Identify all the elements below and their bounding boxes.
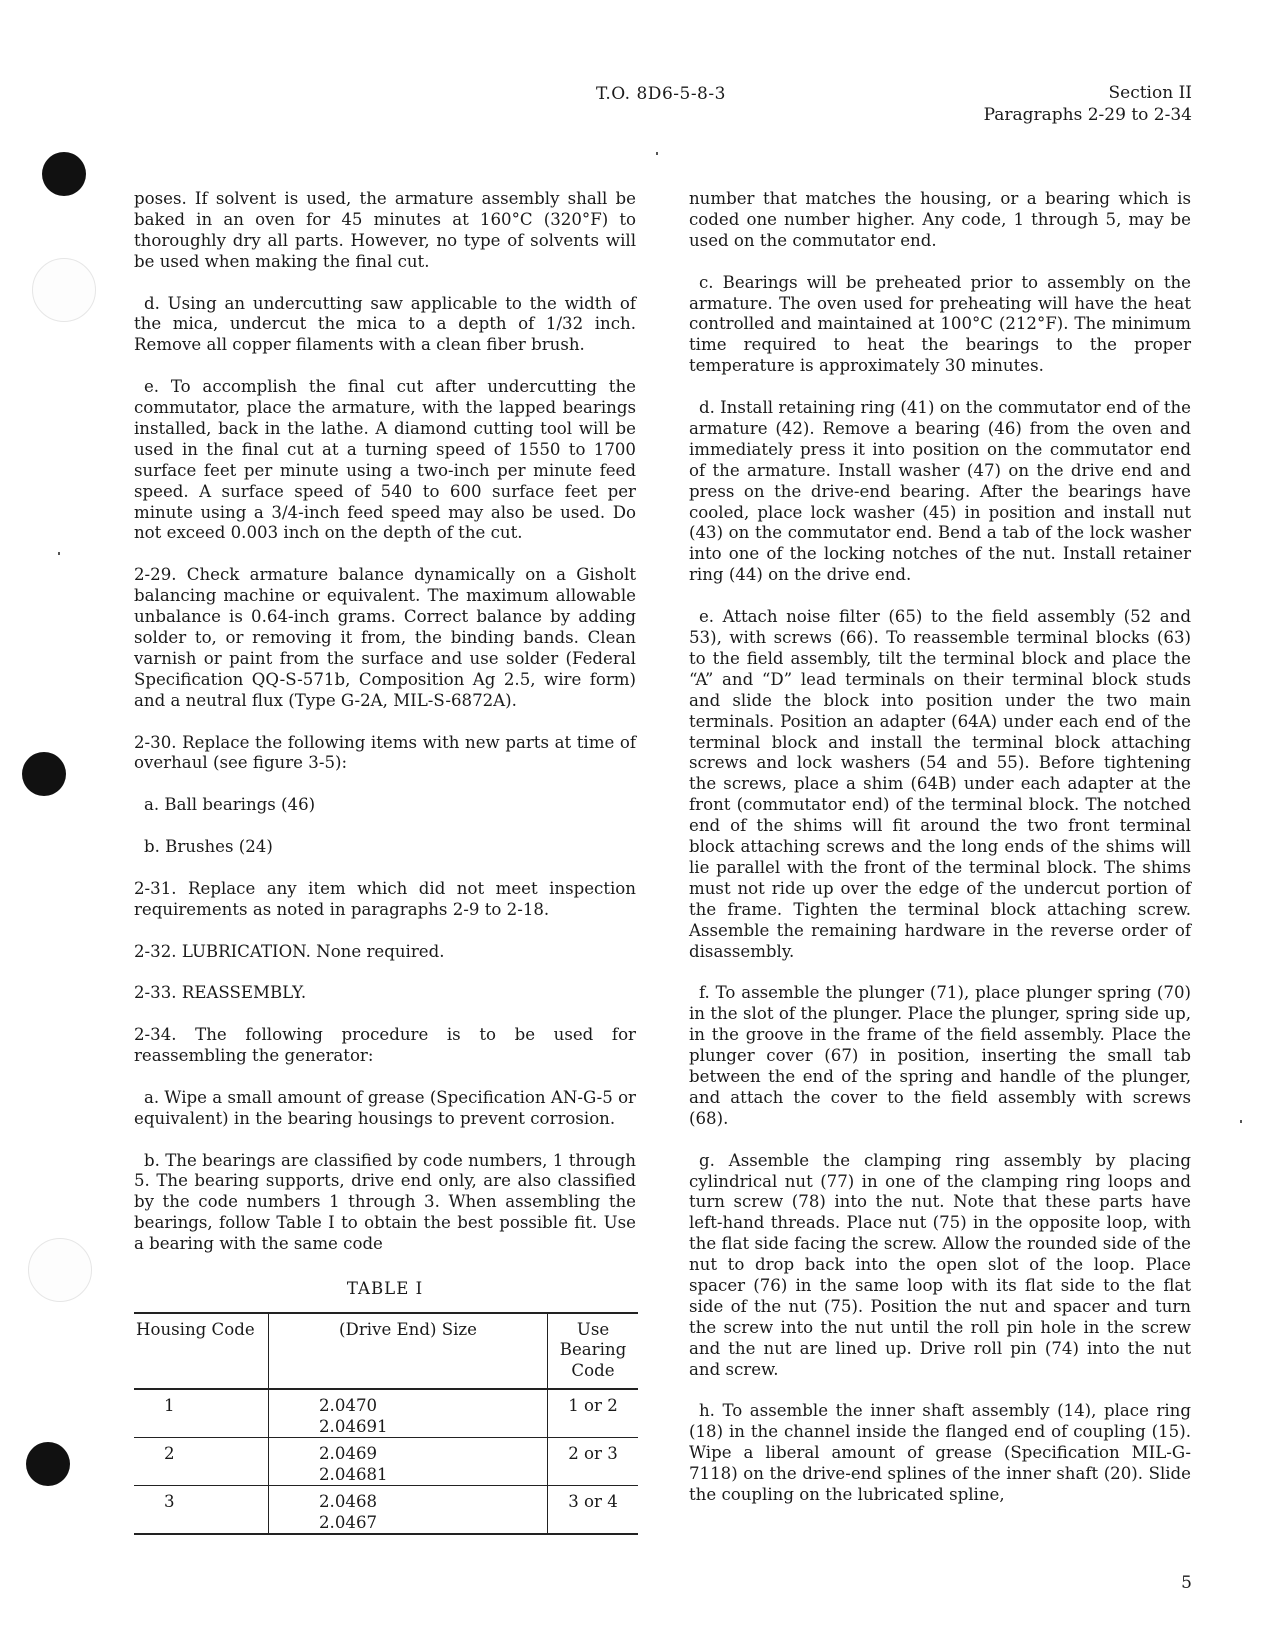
- paragraph: c. Bearings will be preheated prior to assembly on the armature. The oven used for preheating will have the heat controlled and maintained at 100°C (212°F). The minimum time required to heat the bearings to the proper temperature is approximately 30 minutes.: [689, 272, 1191, 376]
- bearing-code-table: [134, 1312, 638, 1536]
- paragraph: 2-33. REASSEMBLY.: [134, 983, 307, 1003]
- paragraph: d. Install retaining ring (41) on the commutator end of the armature (42). Remove a bearing (46) from the oven and immediately press it into position on the commutator end of the armature. Install washer (47) on the drive end and press on the drive-end bearing. After the bearings have cooled, place lock washer (45) in position and install nut (43) on the commutator end. Bend a tab of the lock washer into one of the locking notches of the nut. Install retainer ring (44) on the drive end.: [689, 398, 1191, 585]
- paragraph-range: Paragraphs 2-29 to 2-34: [983, 105, 1192, 125]
- bearing-code-cell: 3 or 4: [548, 1486, 639, 1535]
- paragraph: poses. If solvent is used, the armature assembly shall be baked in an oven for 45 minutes at 160°C (320°F) to thoroughly dry all parts. However, no type of solvents will be used when making the final cut.: [134, 189, 636, 271]
- paragraph: number that matches the housing, or a bearing which is coded one number higher. Any code, 1 through 5, may be used on the commutator end.: [689, 189, 1191, 250]
- paragraph: a. Wipe a small amount of grease (Specification AN-G-5 or equivalent) in the bearing housings to prevent corrosion.: [134, 1087, 636, 1128]
- document-number: T.O. 8D6-5-8-3: [596, 84, 726, 104]
- paragraph: 2-34. The following procedure is to be used for reassembling the generator:: [134, 1025, 636, 1065]
- size-cell: [269, 1438, 548, 1486]
- paragraph: h. To assemble the inner shaft assembly (14), place ring (18) in the channel inside the flanged end of coupling (15). Wipe a liberal amount of grease (Specification MIL-G-7118) on the drive-end splines of the inner shaft (20). Slide the coupling on the lubricated spline,: [689, 1401, 1191, 1505]
- paragraph: e. To accomplish the final cut after undercutting the commutator, place the armature, with the lapped bearings installed, back in the lathe. A diamond cutting tool will be used in the final cut at a turning speed of 1550 to 1700 surface feet per minute using a two-inch per minute feed speed. A surface speed of 540 to 600 surface feet per minute using a 3/4-inch feed speed may also be used. Do not exceed 0.003 inch on the depth of the cut.: [134, 377, 636, 543]
- size-value: 2.0468: [319, 1492, 378, 1512]
- size-value: 2.04681: [319, 1464, 388, 1484]
- size-value: 2.0470: [319, 1396, 378, 1416]
- paragraph: 2-32. LUBRICATION. None required.: [134, 941, 445, 961]
- housing-code-cell: 1: [134, 1389, 269, 1438]
- column-header: (Drive End) Size: [269, 1313, 548, 1390]
- binder-hole-shadow: [28, 1238, 92, 1302]
- paragraph: 2-29. Check armature balance dynamically on a Gisholt balancing machine or equivalent. The maximum allowable unbalance is 0.64-inch grams. Correct balance by adding solder to, or removing it from, the binding bands. Clean varnish or paint from the surface and use solder (Federal Specification QQ-S-571b, Composition Ag 2.5, wire form) and a neutral flux (Type G-2A, MIL-S-6872A).: [134, 565, 636, 710]
- housing-code-cell: 2: [134, 1438, 269, 1486]
- table-row: [134, 1389, 638, 1438]
- size-cell: [269, 1389, 548, 1438]
- paragraph: 2-30. Replace the following items with new parts at time of overhaul (see figure 3-5):: [134, 732, 636, 773]
- column-header: Housing Code: [134, 1313, 269, 1390]
- scan-speck: [1240, 1120, 1242, 1123]
- binder-hole-shadow: [32, 258, 96, 322]
- housing-code-cell: 3: [134, 1486, 269, 1535]
- bearing-code-cell: 2 or 3: [548, 1438, 639, 1486]
- paragraph: b. The bearings are classified by code numbers, 1 through 5. The bearing supports, drive end only, are also classified by the code numbers 1 through 3. When assembling the bearings, follow Table I to obtain the best possible fit. Use a bearing with the same code: [134, 1150, 636, 1254]
- table-row: [134, 1486, 638, 1535]
- paragraph: f. To assemble the plunger (71), place plunger spring (70) in the slot of the plunger. Place the plunger, spring side up, in the groove in the frame of the field assembly. Place the plunger cover (67) in position, inserting the small tab between the end of the spring and handle of the plunger, and attach the cover to the field assembly with screws (68).: [689, 983, 1191, 1128]
- table-header-row: [134, 1313, 638, 1390]
- paragraph: e. Attach noise filter (65) to the field assembly (52 and 53), with screws (66). To reassemble terminal blocks (63) to the field assembly, tilt the terminal block and place the “A” and “D” lead terminals on their terminal block studs and slide the block into position under the two main terminals. Position an adapter (64A) under each end of the terminal block and install the terminal block attaching screws and lock washers (54 and 55). Before tightening the screws, place a shim (64B) under each adapter at the front (commutator end) of the terminal block. The notched end of the shims will fit around the two front terminal block attaching screws and the long ends of the shims will lie parallel with the front of the terminal block. The shims must not ride up over the edge of the undercut portion of the frame. Tighten the terminal block attaching screw. Assemble the remaining hardware in the reverse order of disassembly.: [689, 607, 1191, 961]
- scan-speck: [58, 552, 60, 555]
- scan-speck: [656, 152, 658, 155]
- paragraph: g. Assemble the clamping ring assembly by placing cylindrical nut (77) in one of the clamping ring loops and turn screw (78) into the nut. Note that these parts have left-hand threads. Place nut (75) in the opposite loop, with the flat side facing the screw. Allow the rounded side of the nut to drop back into the open slot of the loop. Place spacer (76) in the same loop with its flat side to the flat side of the nut (75). Position the nut and spacer and turn the screw into the nut until the roll pin hole in the screw and the nut are lined up. Drive roll pin (74) into the nut and screw.: [689, 1150, 1191, 1379]
- table-row: [134, 1438, 638, 1486]
- binder-hole: [26, 1442, 70, 1486]
- size-value: 2.0467: [319, 1512, 378, 1532]
- paragraph: d. Using an undercutting saw applicable to the width of the mica, undercut the mica to a depth of 1/32 inch. Remove all copper filaments with a clean fiber brush.: [134, 293, 636, 355]
- left-column: [134, 189, 636, 1535]
- page-number: 5: [1181, 1573, 1192, 1593]
- size-cell: [269, 1486, 548, 1535]
- paragraph: 2-31. Replace any item which did not meet inspection requirements as noted in paragraphs 2-9 to 2-18.: [134, 878, 636, 919]
- section-heading: [984, 82, 1192, 126]
- list-item: a. Ball bearings (46): [143, 795, 316, 815]
- binder-hole: [22, 752, 66, 796]
- binder-hole: [42, 152, 86, 196]
- size-value: 2.04691: [319, 1416, 388, 1436]
- size-value: 2.0469: [319, 1444, 378, 1464]
- column-header: Use Bearing Code: [548, 1313, 639, 1390]
- right-column: [689, 189, 1191, 1527]
- table-title: TABLE I: [346, 1279, 424, 1299]
- section-label: Section II: [1108, 83, 1192, 103]
- bearing-code-cell: 1 or 2: [548, 1389, 639, 1438]
- list-item: b. Brushes (24): [143, 837, 273, 856]
